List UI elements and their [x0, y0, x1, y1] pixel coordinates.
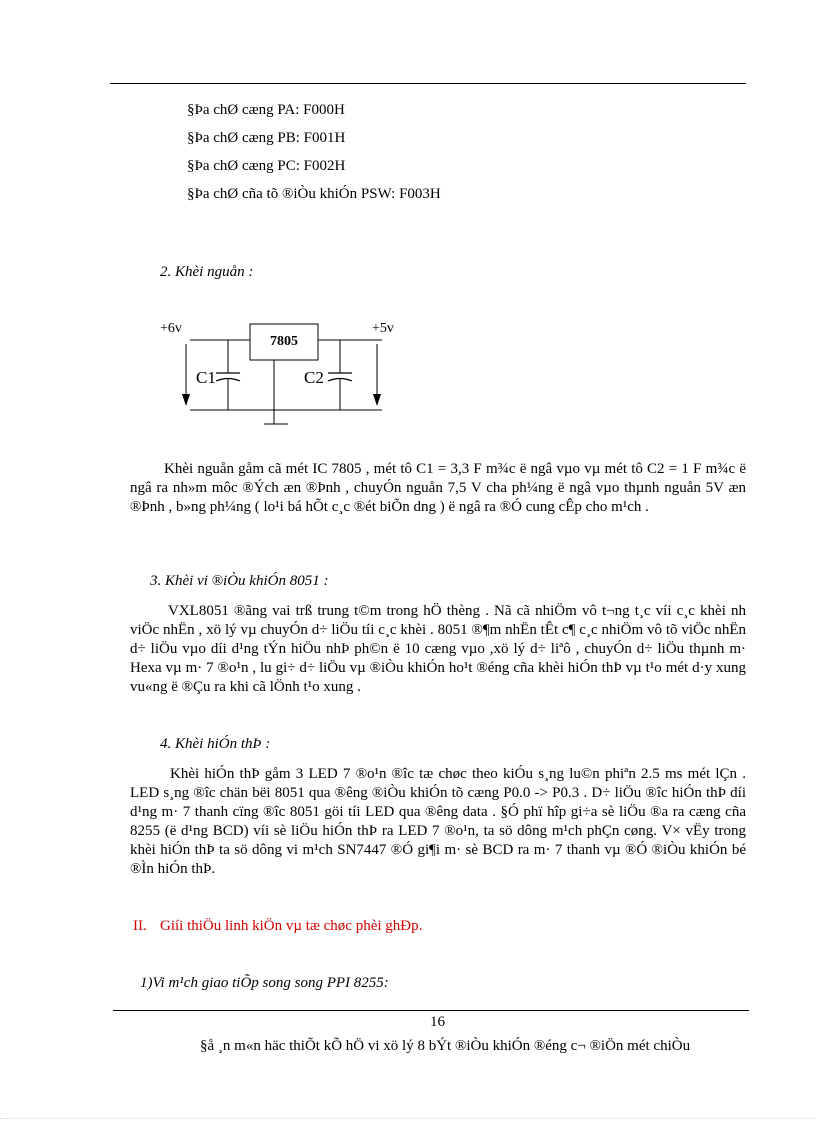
output-arrow-icon — [373, 394, 381, 406]
section-ii-numeral: II. — [133, 918, 147, 934]
footer-title: §å ¸n m«n häc thiÕt kÕ hÖ vi xö lý 8 bÝt ®iÒu khiÓn ®éng c¬ ®iÖn mét chiÒu — [200, 1038, 691, 1054]
address-pa: §Þa chØ cæng PA: F000H — [187, 102, 345, 118]
footer-rule — [113, 1010, 749, 1011]
c2-label: C2 — [304, 368, 324, 387]
section-4-paragraph: Khèi hiÓn thÞ gåm 3 LED 7 ®o¹n ®îc tæ chøc theo kiÓu s¸ng lu©n phiªn 2.5 ms mét lÇn . LED s¸ng ®îc chän bëi 8051 qua ®êng ®iÒu khiÓn tõ cæng P0.0 -> P0.3 . D÷ liÖu ®îc hiÓn thÞ díi d¹ng m· 7 thanh cïng ®îc 8051 göi tíi LED qua ®êng data . §Ó phï hîp gi÷a sè liÖu ®a ra cæng cña 8255 (ë d¹ng BCD) víi sè liÖu hiÓn thÞ ra LED 7 ®o¹n, ta sö dông m¹ch phÇn cøng. V× vËy trong khèi hiÓn thÞ ta sö dông vi m¹ch SN7447 ®Ó gi¶i m· sè BCD ra m· 7 thanh vµ ®Ó ®iÒu khiÓn bé ®Ìn hiÓn thÞ. — [130, 766, 746, 877]
input-voltage-label: +6v — [160, 321, 182, 336]
section-3-paragraph: VXL8051 ®ãng vai trß trung t©m trong hÖ thèng . Nã cã nhiÖm vô t¬ng t¸c víi c¸c khèi nh viÖc nhËn , xö lý vµ chuyÓn d÷ liÖu tíi c¸c khèi . 8051 ®¶m nhËn tÊt c¶ c¸c nhiÖm vô tõ viÖc nhËn d÷ liÖu vµo díi d¹ng tÝn hiÖu nhÞ ph©n ë 10 cæng vµo ,xö lý d÷ liªô , chuyÓn d÷ liÖu thµnh m· Hexa vµ m· 7 ®o¹n , lu gi÷ d÷ liÖu vµ ®iÒu khiÓn ho¹t ®éng cña khèi hiÓn thÞ vµ t¹o mét d·y xung vu«ng ë ®Çu ra khi cã lÖnh t¹o xung . — [130, 603, 746, 695]
section-2-heading: 2. Khèi nguån : — [160, 264, 254, 280]
regulator-label: 7805 — [270, 334, 298, 349]
page-number: 16 — [430, 1014, 445, 1030]
address-pb: §Þa chØ cæng PB: F001H — [187, 130, 346, 146]
section-3-heading: 3. Khèi vi ®iÒu khiÓn 8051 : — [150, 573, 329, 589]
page-bottom-edge — [0, 1118, 816, 1119]
address-pc: §Þa chØ cæng PC: F002H — [187, 158, 346, 174]
section-2-paragraph: Khèi nguån gåm cã mét IC 7805 , mét tô C1 = 3,3 F m¾c ë ngâ vµo vµ mét tô C2 = 1 F m¾c ë ngâ ra nh»m môc ®Ých æn ®Þnh , chuyÓn nguån 7,5 V cha ph¼ng ë ngâ vµo thµnh nguån 5V æn ®Þnh , b»ng ph¼ng ( lo¹i bá hÕt c¸c ®ét biÕn dng ) ë ngâ ra ®Ó cung cÊp cho m¹ch . — [130, 461, 746, 515]
power-supply-circuit — [150, 312, 410, 442]
section-ii-title: Giíi thiÖu linh kiÖn vµ tæ chøc phèi ghÐp. — [160, 918, 423, 934]
c1-label: C1 — [196, 368, 216, 387]
address-psw: §Þa chØ cña tõ ®iÒu khiÓn PSW: F003H — [187, 186, 441, 202]
subsection-1-heading: 1)Vi m¹ch giao tiÕp song song PPI 8255: — [140, 975, 389, 991]
section-4-heading: 4. Khèi hiÓn thÞ : — [160, 736, 271, 752]
input-arrow-icon — [182, 394, 190, 406]
output-voltage-label: +5v — [372, 321, 394, 336]
top-rule — [110, 83, 746, 84]
